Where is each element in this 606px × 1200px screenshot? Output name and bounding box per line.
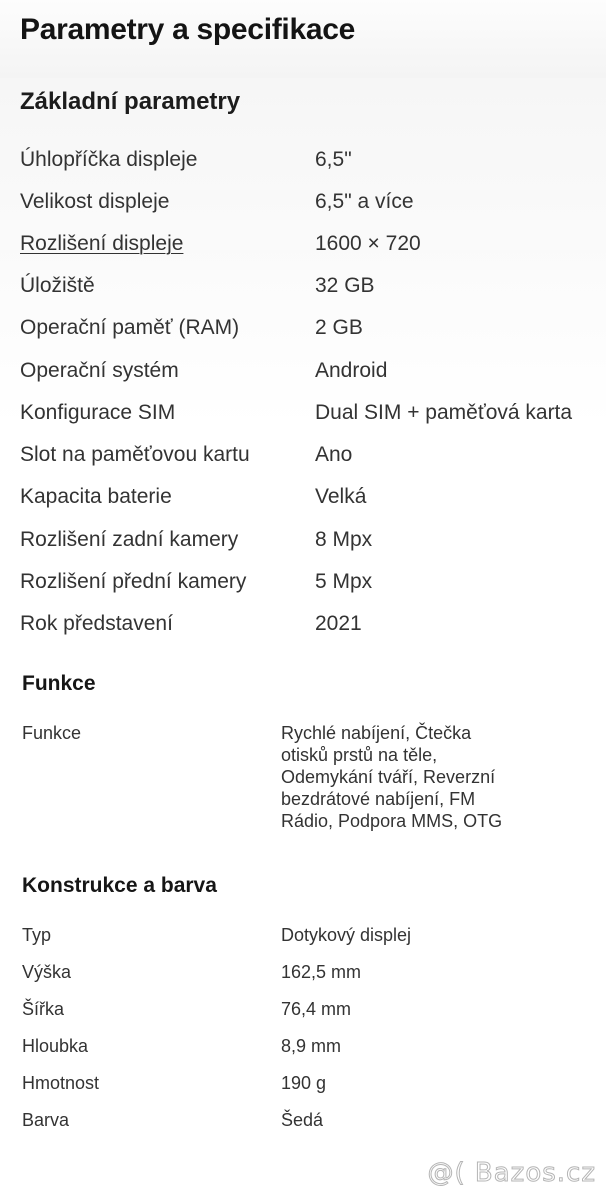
spec-label: Slot na paměťovou kartu (20, 443, 250, 466)
spec-value: 5 Mpx (315, 570, 373, 593)
functions-value-line: Rychlé nabíjení, Čtečka (281, 723, 472, 743)
spec-label: Rok představení (20, 612, 173, 635)
functions-value-line: Rádio, Podpora MMS, OTG (281, 811, 503, 831)
spec-row (0, 147, 606, 189)
spec-value: Šedá (281, 1110, 324, 1130)
spec-row (0, 231, 606, 273)
bazos-watermark: @( Bazos.cz (427, 1158, 596, 1188)
spec-value: Dotykový displej (281, 925, 412, 945)
spec-label: Hloubka (22, 1036, 89, 1056)
spec-label: Rozlišení přední kamery (20, 570, 247, 593)
spec-value: Android (315, 359, 388, 382)
spec-label: Úložiště (20, 274, 95, 297)
spec-value: 8,9 mm (281, 1036, 342, 1056)
spec-row (0, 442, 606, 484)
page-title: Parametry a specifikace (20, 13, 355, 46)
spec-row (0, 611, 606, 653)
spec-label: Úhlopříčka displeje (20, 148, 198, 171)
spec-row (0, 527, 606, 569)
functions-section-title: Funkce (22, 672, 96, 695)
functions-value-line: bezdrátové nabíjení, FM (281, 789, 476, 809)
display-resolution-link[interactable]: Rozlišení displeje (20, 232, 184, 255)
spec-value: Dual SIM + paměťová karta (315, 401, 573, 424)
spec-label: Šířka (22, 999, 65, 1019)
spec-row (0, 484, 606, 526)
spec-value: 162,5 mm (281, 962, 362, 982)
functions-value-line: Odemykání tváří, Reverzní (281, 767, 496, 787)
spec-row (0, 273, 606, 315)
spec-value: 6,5" a více (315, 190, 414, 213)
spec-label: Rozlišení zadní kamery (20, 528, 239, 551)
functions-value (281, 722, 541, 832)
spec-value: 190 g (281, 1073, 327, 1093)
spec-label: Konfigurace SIM (20, 401, 176, 424)
spec-value: 2021 (315, 612, 362, 635)
spec-value: 8 Mpx (315, 528, 373, 551)
spec-label: Výška (22, 962, 72, 982)
spec-row (0, 189, 606, 231)
spec-value: Velká (315, 485, 367, 508)
spec-row (0, 315, 606, 357)
spec-label: Funkce (22, 723, 82, 743)
construction-section-title: Konstrukce a barva (22, 874, 217, 897)
spec-row (0, 400, 606, 442)
spec-value: 6,5" (315, 148, 352, 171)
spec-value: 1600 × 720 (315, 232, 421, 255)
spec-label: Kapacita baterie (20, 485, 172, 508)
spec-label: Hmotnost (22, 1073, 100, 1093)
spec-row (0, 569, 606, 611)
functions-value-line: otisků prstů na těle, (281, 745, 438, 765)
spec-label: Operační paměť (RAM) (20, 316, 240, 339)
spec-value: Ano (315, 443, 353, 466)
spec-label: Typ (22, 925, 52, 945)
spec-value: 32 GB (315, 274, 375, 297)
basic-section-title: Základní parametry (20, 88, 241, 115)
spec-label: Barva (22, 1110, 70, 1130)
spec-value: 76,4 mm (281, 999, 352, 1019)
spec-row (0, 358, 606, 400)
spec-label: Operační systém (20, 359, 179, 382)
spec-label: Velikost displeje (20, 190, 170, 213)
spec-value: 2 GB (315, 316, 363, 339)
